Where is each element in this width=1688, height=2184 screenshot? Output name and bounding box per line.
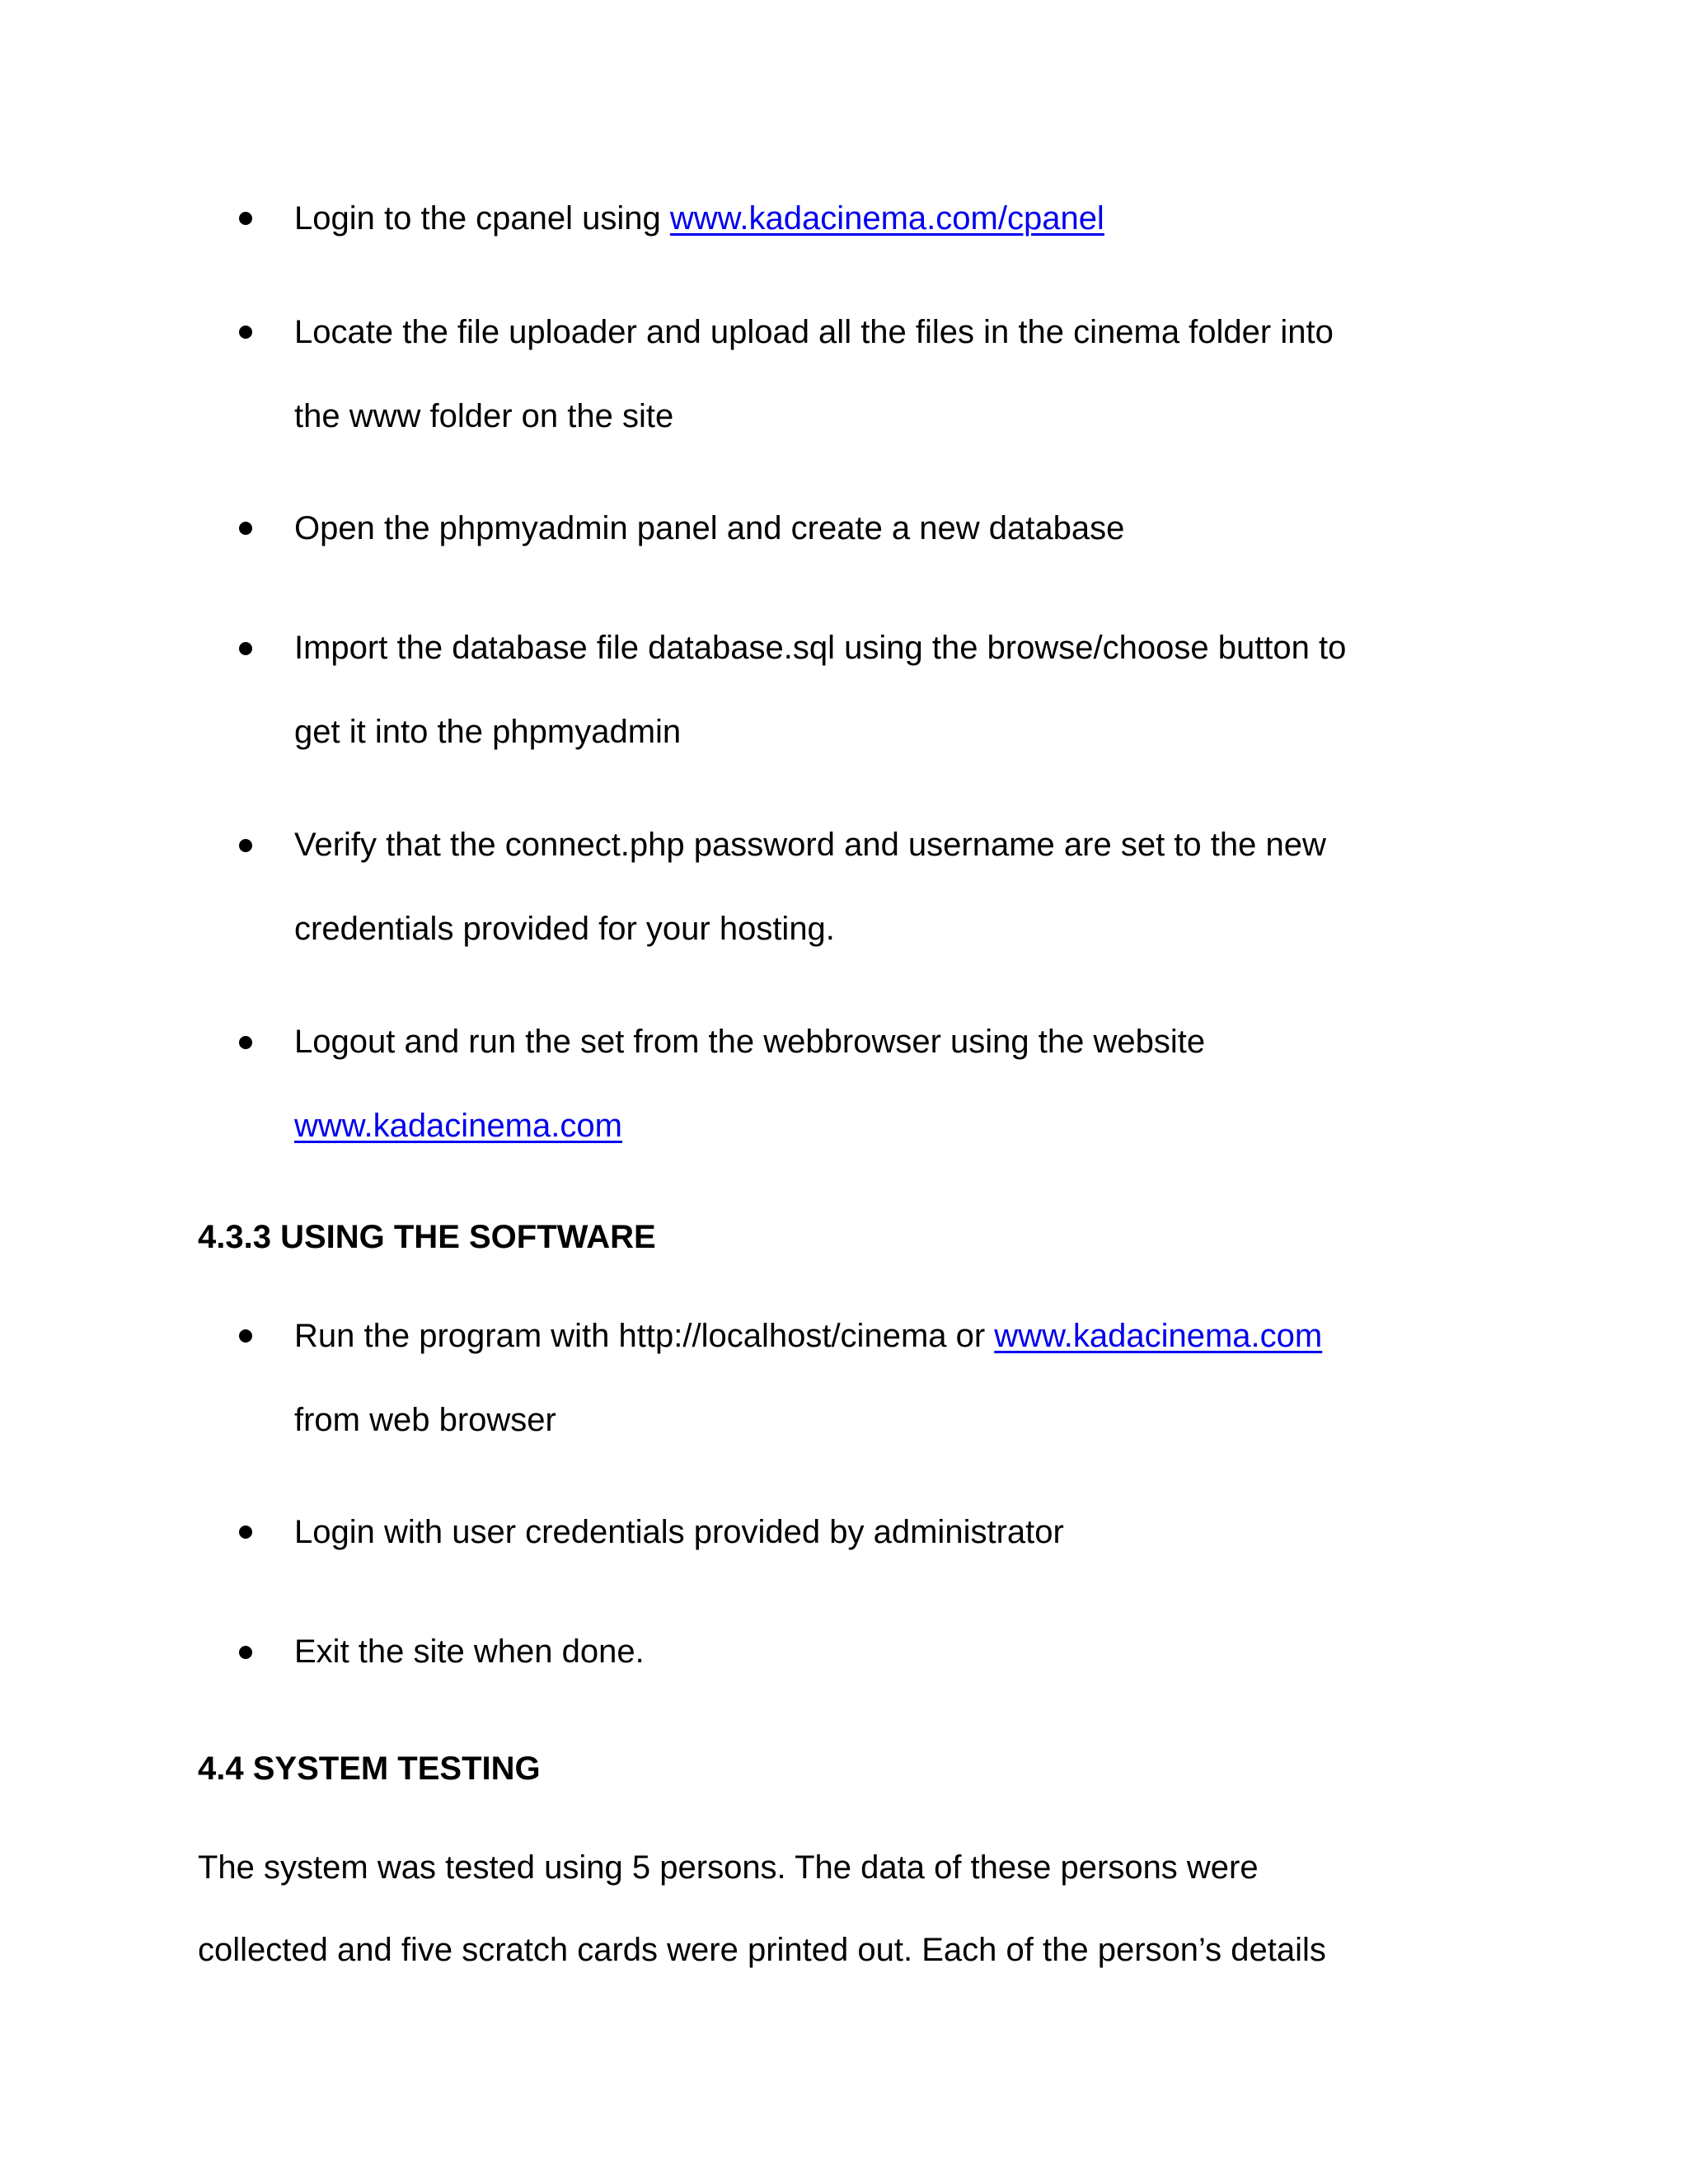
list-item-text: Locate the file uploader and upload all the files in the cinema folder into — [294, 314, 1334, 350]
list-item-text: Exit the site when done. — [294, 1633, 645, 1670]
list-item-text: Verify that the connect.php password and username are set to the new — [294, 827, 1326, 863]
bullet-dot — [239, 522, 252, 535]
list-item-text: Logout and run the set from the webbrowser using the website — [294, 1024, 1206, 1060]
bullet-dot — [239, 839, 252, 852]
bullet-dot — [239, 642, 252, 655]
list-item-text: Run the program with http://localhost/cinema or — [294, 1318, 995, 1354]
list-item-text: Login to the cpanel using — [294, 200, 670, 237]
website-link[interactable]: www.kadacinema.com — [994, 1318, 1323, 1354]
list-item-text: from web browser — [294, 1402, 556, 1438]
bullet-dot — [239, 1646, 252, 1659]
list-item-text: Open the phpmyadmin panel and create a new database — [294, 510, 1125, 546]
list-item-text: get it into the phpmyadmin — [294, 714, 682, 750]
cpanel-link[interactable]: www.kadacinema.com/cpanel — [669, 200, 1104, 237]
paragraph-text: collected and five scratch cards were printed out. Each of the person’s details — [198, 1932, 1326, 1968]
bullet-dot — [239, 326, 252, 339]
list-item-text: Login with user credentials provided by administrator — [294, 1514, 1064, 1550]
bullet-dot — [239, 212, 252, 225]
bullet-dot — [239, 1036, 252, 1049]
list-item — [294, 1316, 1322, 1356]
bullet-dot — [239, 1526, 252, 1539]
website-link[interactable]: www.kadacinema.com — [294, 1108, 622, 1144]
section-heading: 4.3.3 USING THE SOFTWARE — [198, 1219, 656, 1255]
bullet-dot — [239, 1329, 252, 1343]
list-item-text: credentials provided for your hosting. — [294, 911, 835, 947]
section-heading: 4.4 SYSTEM TESTING — [198, 1750, 541, 1787]
list-item-text: Import the database file database.sql using the browse/choose button to — [294, 630, 1347, 666]
list-item — [294, 1106, 622, 1146]
list-item — [294, 199, 1104, 238]
list-item-text: the www folder on the site — [294, 398, 674, 434]
paragraph-text: The system was tested using 5 persons. The data of these persons were — [198, 1849, 1259, 1886]
